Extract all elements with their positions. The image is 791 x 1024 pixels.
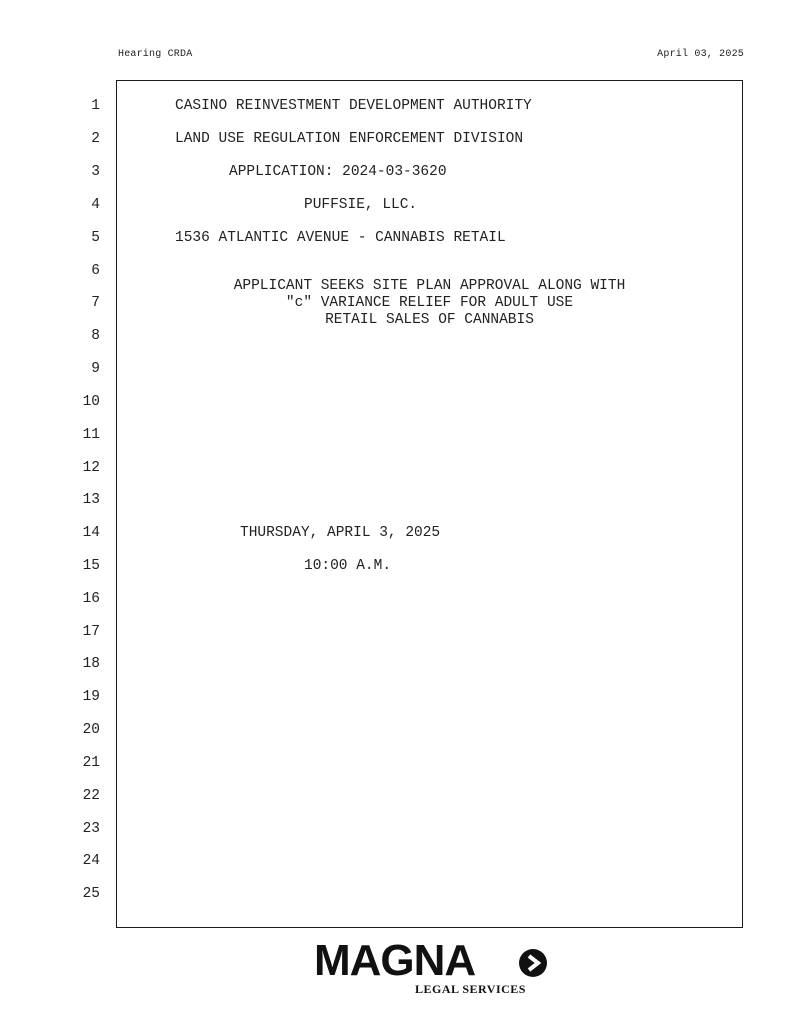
line-number: 22 [82,788,100,804]
line-number: 21 [82,755,100,771]
line-number: 4 [91,197,100,213]
line-number: 23 [82,821,100,837]
magna-logo [300,936,560,1000]
line-number: 14 [82,525,100,541]
hearing-time: 10:00 A.M. [304,558,392,574]
logo-arrow-icon [518,948,548,978]
description-line-2: "c" VARIANCE RELIEF FOR ADULT USE [285,295,574,311]
header-left: Hearing CRDA [118,49,193,60]
line-number: 20 [82,722,100,738]
line-number: 6 [91,263,100,279]
title-applicant: PUFFSIE, LLC. [304,197,418,213]
title-application: APPLICATION: 2024-03-3620 [229,164,447,180]
line-number: 17 [82,624,100,640]
line-number: 15 [82,558,100,574]
line-number: 18 [82,656,100,672]
description-line-3: RETAIL SALES OF CANNABIS [325,312,534,328]
line-number: 9 [91,361,100,377]
transcript-frame [116,80,743,928]
line-number: 16 [82,591,100,607]
line-number: 8 [91,328,100,344]
line-number: 12 [82,460,100,476]
line-number: 7 [91,295,100,311]
header-right: April 03, 2025 [657,49,744,60]
description-line-1: APPLICANT SEEKS SITE PLAN APPROVAL ALONG WITH [233,278,626,294]
logo-subtitle: LEGAL SERVICES [415,982,526,996]
line-number: 10 [82,394,100,410]
line-number: 5 [91,230,100,246]
line-number: 25 [82,886,100,902]
line-number: 19 [82,689,100,705]
line-number: 3 [91,164,100,180]
hearing-date: THURSDAY, APRIL 3, 2025 [240,525,441,541]
title-authority: CASINO REINVESTMENT DEVELOPMENT AUTHORITY [175,98,532,114]
line-number: 2 [91,131,100,147]
line-number: 24 [82,853,100,869]
line-number: 11 [82,427,100,443]
line-number: 1 [91,98,100,114]
title-division: LAND USE REGULATION ENFORCEMENT DIVISION [175,131,524,147]
logo-name: MAGNA [314,936,476,985]
line-number: 13 [82,492,100,508]
title-address: 1536 ATLANTIC AVENUE - CANNABIS RETAIL [175,230,506,246]
